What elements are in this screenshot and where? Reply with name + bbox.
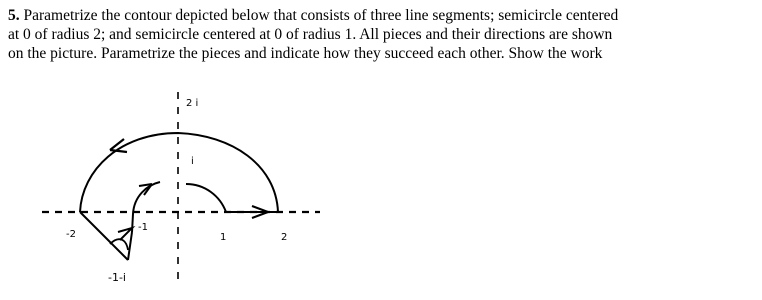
label-2i: 2 i: [186, 98, 199, 109]
label-2: 2: [281, 232, 288, 243]
problem-text-line-1: Parametrize the contour depicted below that consists of three line segments; semicircle centered: [23, 7, 619, 24]
problem-number: 5.: [8, 7, 20, 24]
segment-minus1-arrow: [118, 228, 132, 240]
label-minus-1-minus-i: -1-i: [108, 271, 126, 284]
label-minus-1: -1: [138, 222, 148, 233]
label-i: i: [191, 156, 194, 167]
segment-minus1-minus-i-to-minus1: [128, 232, 132, 260]
label-minus-2: -2: [66, 229, 76, 240]
label-1: 1: [220, 232, 227, 243]
segment-minus2-to-minus1-minus-i: [80, 212, 128, 260]
inner-semicircle-right: [186, 184, 226, 212]
outer-semicircle: [80, 133, 278, 212]
problem-text-line-2: at 0 of radius 2; and semicircle centered at 0 of radius 1. All pieces and their directions are shown: [8, 26, 613, 43]
problem-text-line-3: on the picture. Parametrize the pieces and indicate how they succeed each other. Show the work: [8, 45, 603, 62]
